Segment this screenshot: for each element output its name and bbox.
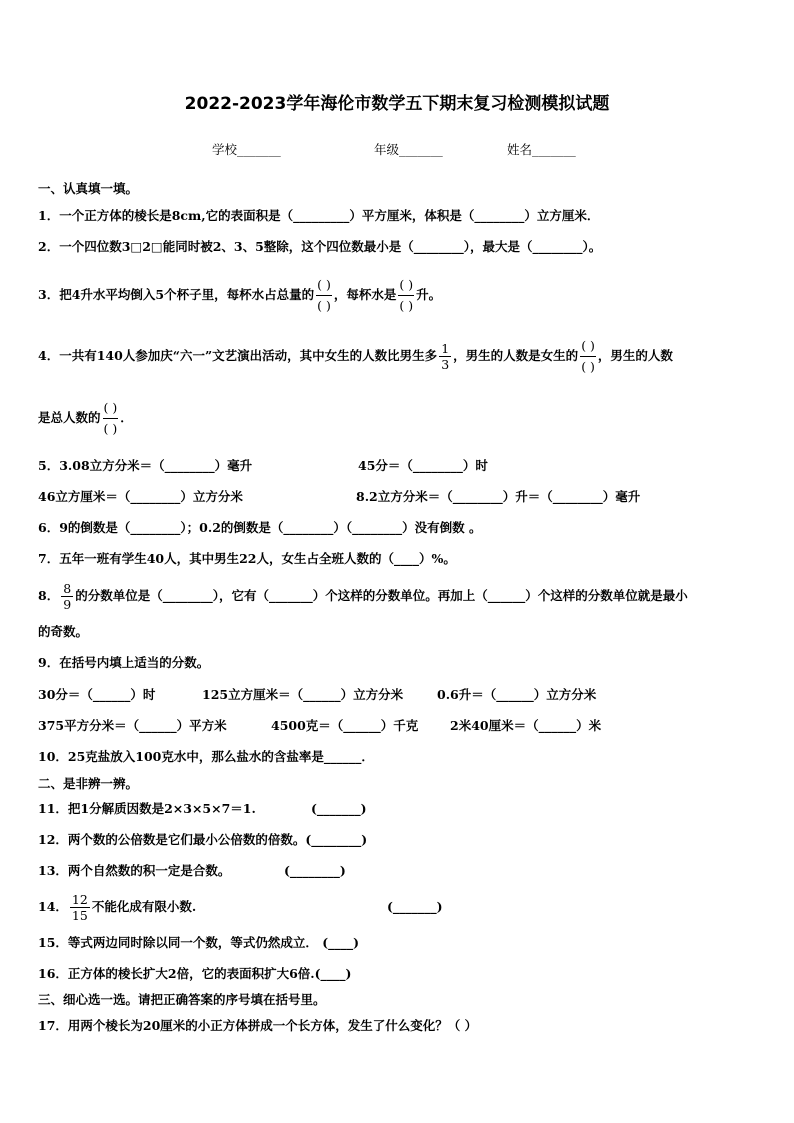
- question-6: 6．9的倒数是（________）；0.2的倒数是（________）（________）没有倒数 。: [38, 520, 482, 535]
- question-7: 7．五年一班有学生40人，其中男生22人，女生占全班人数的（____）%。: [38, 551, 456, 566]
- question-10: 10．25克盐放入100克水中，那么盐水的含盐率是______．: [38, 749, 374, 764]
- question-5b: 45分＝（________）时: [358, 458, 488, 473]
- question-14-blank[interactable]: (_______): [387, 899, 443, 914]
- question-11-blank[interactable]: (_______): [311, 801, 367, 816]
- q8-fraction-eight-ninths: $\frac{8}{9}$: [61, 581, 73, 612]
- question-14: [38, 887, 196, 927]
- q3-fraction-blank-1[interactable]: $\frac{( )}{( )}$: [317, 277, 331, 313]
- question-9f: 2米40厘米＝（______）米: [450, 718, 602, 733]
- q4-text-e: ．: [120, 410, 133, 425]
- question-8-continued: 的奇数。: [38, 624, 89, 639]
- q14-text-a: 不能化成有限小数.: [91, 899, 197, 914]
- question-3: [38, 275, 441, 316]
- question-11: 11．把1分解质因数是2×3×5×7＝1.: [38, 801, 256, 816]
- section-2-heading: 二、是非辨一辨。: [38, 776, 139, 791]
- section-3-heading: 三、细心选一选。请把正确答案的序号填在括号里。: [38, 992, 326, 1007]
- question-9b: 125立方厘米＝（______）立方分米: [202, 687, 404, 702]
- question-9a: 30分＝（______）时: [38, 687, 156, 702]
- question-5d: 8.2立方分米＝（________）升＝（________）毫升: [356, 489, 641, 504]
- q4-fraction-one-third: $\frac{1}{3}$: [439, 341, 451, 372]
- q4-fraction-blank-1[interactable]: $\frac{( )}{( )}$: [581, 338, 595, 374]
- grade-field[interactable]: 年级_______: [374, 142, 443, 157]
- q8-prefix: 8．: [38, 588, 60, 603]
- q4-text-b: ，男生的人数是女生的: [453, 348, 579, 363]
- question-4-continued: [38, 398, 133, 439]
- q3-text-a: 3．把4升水平均倒入5个杯子里，每杯水占总量的: [38, 287, 315, 302]
- question-13: 13．两个自然数的积一定是合数。: [38, 863, 231, 878]
- page-title: 2022-2023学年海伦市数学五下期末复习检测模拟试题: [184, 94, 610, 114]
- q8-text-a: 的分数单位是（________），它有（_______）个这样的分数单位。再加上（______）个这样的分数单位就是最小: [75, 588, 688, 603]
- name-field[interactable]: 姓名_______: [507, 142, 576, 157]
- question-9c: 0.6升＝（______）立方分米: [437, 687, 597, 702]
- section-1-heading: 一、认真填一填。: [38, 181, 139, 196]
- q4-text-a: 4．一共有140人参加庆“六一”文艺演出活动，其中女生的人数比男生多: [38, 348, 438, 363]
- q3-fraction-blank-2[interactable]: $\frac{( )}{( )}$: [399, 277, 414, 313]
- question-13-blank[interactable]: (________): [284, 863, 346, 878]
- q4-text-d: 是总人数的: [38, 410, 101, 425]
- q14-prefix: 14．: [38, 899, 68, 914]
- question-12: 12．两个数的公倍数是它们最小公倍数的倍数。(________): [38, 832, 368, 847]
- q3-text-b: ，每杯水是: [333, 287, 397, 302]
- question-2: 2．一个四位数3□2□能同时被2、3、5整除，这个四位数最小是（________），最大是（________）。: [38, 239, 602, 254]
- question-16: 16．正方体的棱长扩大2倍，它的表面积扩大6倍.(____): [38, 966, 352, 981]
- question-15: 15．等式两边同时除以同一个数，等式仍然成立． (____): [38, 935, 360, 950]
- question-9-title: 9．在括号内填上适当的分数。: [38, 655, 210, 670]
- question-9e: 4500克＝（______）千克: [271, 718, 419, 733]
- question-17: 17．用两个棱长为20厘米的小正方体拼成一个长方体，发生了什么变化？（ ）: [38, 1018, 478, 1033]
- school-field[interactable]: 学校_______: [212, 142, 281, 157]
- question-5c: 46立方厘米＝（________）立方分米: [38, 489, 243, 504]
- question-9d: 375平方分米＝（______）平方米: [38, 718, 227, 733]
- question-8: [38, 576, 688, 616]
- q4-fraction-blank-2[interactable]: $\frac{( )}{( )}$: [103, 400, 118, 436]
- q14-fraction-twelve-fifteenths: $\frac{12}{15}$: [71, 892, 88, 923]
- q4-text-c: ，男生的人数: [597, 348, 673, 363]
- question-4: [38, 336, 673, 377]
- q3-text-c: 升。: [416, 287, 442, 302]
- question-1: 1．一个正方体的棱长是8cm,它的表面积是（_________）平方厘米，体积是（________）立方厘米．: [38, 208, 600, 223]
- question-5a: 5．3.08立方分米＝（________）毫升: [38, 458, 253, 473]
